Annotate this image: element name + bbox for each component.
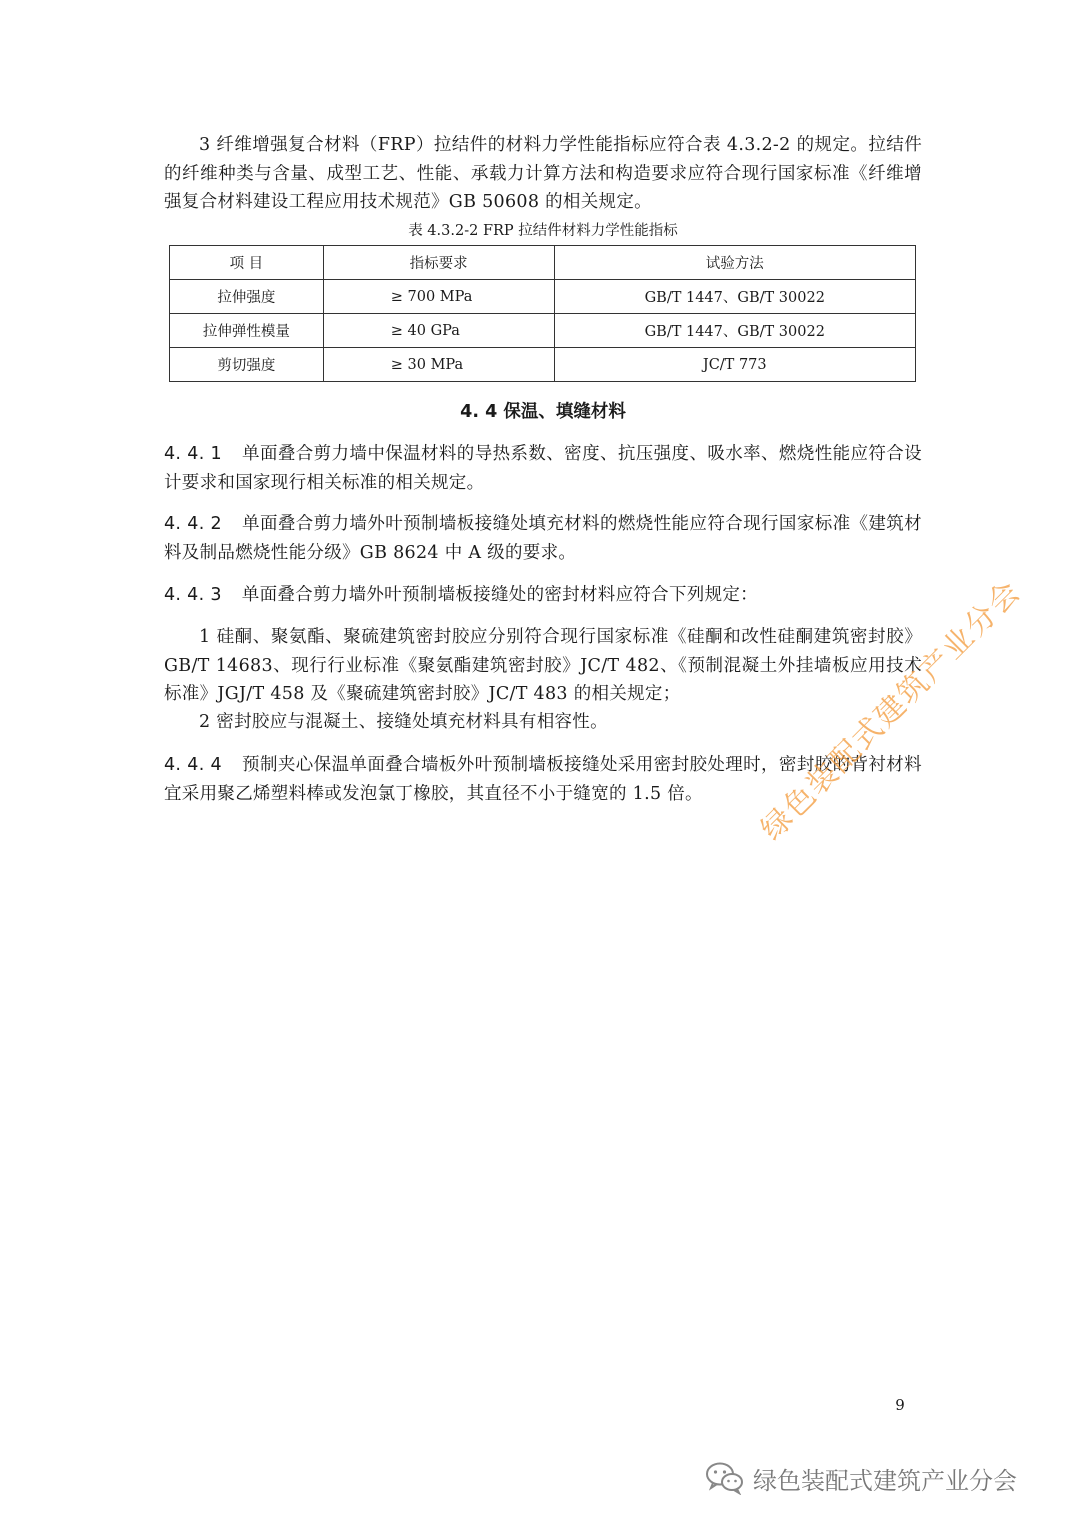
- cell-item: 拉伸强度: [170, 280, 324, 314]
- table-row: [170, 314, 916, 348]
- cell-requirement: ≥ 700 MPa: [323, 280, 554, 314]
- clause-text: 单面叠合剪力墙中保温材料的导热系数、密度、抗压强度、吸水率、燃烧性能应符合设计要求和国家现行相关标准的相关规定。: [164, 444, 922, 493]
- clause-number: 4. 4. 3: [164, 585, 222, 605]
- header-requirement: 指标要求: [323, 246, 554, 280]
- footer-brand-text: 绿色装配式建筑产业分会: [753, 1466, 1017, 1495]
- clause-number: 4. 4. 2: [164, 514, 222, 534]
- table-caption: 表 4.3.2-2 FRP 拉结件材料力学性能指标: [408, 223, 678, 239]
- clause-number: 4. 4. 1: [164, 444, 222, 464]
- cell-test-method: GB/T 1447、GB/T 30022: [554, 314, 915, 348]
- wechat-icon: [705, 1461, 745, 1495]
- clause-4-4-3: [164, 581, 922, 610]
- section-title-4-4: 4. 4 保温、填缝材料: [460, 402, 626, 422]
- cell-test-method: GB/T 1447、GB/T 30022: [554, 280, 915, 314]
- clause-4-4-3-item-2: 2 密封胶应与混凝土、接缝处填充材料具有相容性。: [199, 712, 608, 732]
- clause-text: 单面叠合剪力墙外叶预制墙板接缝处填充材料的燃烧性能应符合现行国家标准《建筑材料及制品燃烧性能分级》GB 8624 中 A 级的要求。: [164, 514, 922, 563]
- clause-4-4-3-item-1: 1 硅酮、聚氨酯、聚硫建筑密封胶应分别符合现行国家标准《硅酮和改性硅酮建筑密封胶》GB/T 14683、现行行业标准《聚氨酯建筑密封胶》JC/T 482、《预制混凝土外挂墙板应用技术标准》JGJ/T 458 及《聚硫建筑密封胶》JC/T 483 的相关规定；: [164, 627, 922, 704]
- paragraph-4-3-2-3: 3 纤维增强复合材料（FRP）拉结件的材料力学性能指标应符合表 4.3.2-2 的规定。拉结件的纤维种类与含量、成型工艺、性能、承载力计算方法和构造要求应符合现行国家标准《纤维增强复合材料建设工程应用技术规范》GB 50608 的相关规定。: [164, 135, 922, 212]
- cell-requirement: ≥ 30 MPa: [323, 348, 554, 382]
- cell-requirement: ≥ 40 GPa: [323, 314, 554, 348]
- clause-4-4-4: [164, 751, 922, 808]
- table-header-row: [170, 246, 916, 280]
- table-row: [170, 348, 916, 382]
- watermark-text: 绿色装配式建筑产业分会: [754, 573, 1029, 848]
- table-row: [170, 280, 916, 314]
- clause-text: 预制夹心保温单面叠合墙板外叶预制墙板接缝处采用密封胶处理时，密封胶的背衬材料宜采用聚乙烯塑料棒或发泡氯丁橡胶，其直径不小于缝宽的 1.5 倍。: [164, 755, 922, 804]
- clause-text: 单面叠合剪力墙外叶预制墙板接缝处的密封材料应符合下列规定：: [241, 585, 758, 605]
- cell-test-method: JC/T 773: [554, 348, 915, 382]
- clause-number: 4. 4. 4: [164, 755, 222, 775]
- frp-properties-table: [169, 245, 916, 382]
- clause-4-4-2: [164, 510, 922, 567]
- cell-item: 拉伸弹性模量: [170, 314, 324, 348]
- cell-item: 剪切强度: [170, 348, 324, 382]
- footer-brand: [705, 1458, 1017, 1498]
- header-test-method: 试验方法: [554, 246, 915, 280]
- clause-4-4-1: [164, 440, 922, 497]
- page-number: 9: [895, 1396, 905, 1414]
- header-item: 项 目: [170, 246, 324, 280]
